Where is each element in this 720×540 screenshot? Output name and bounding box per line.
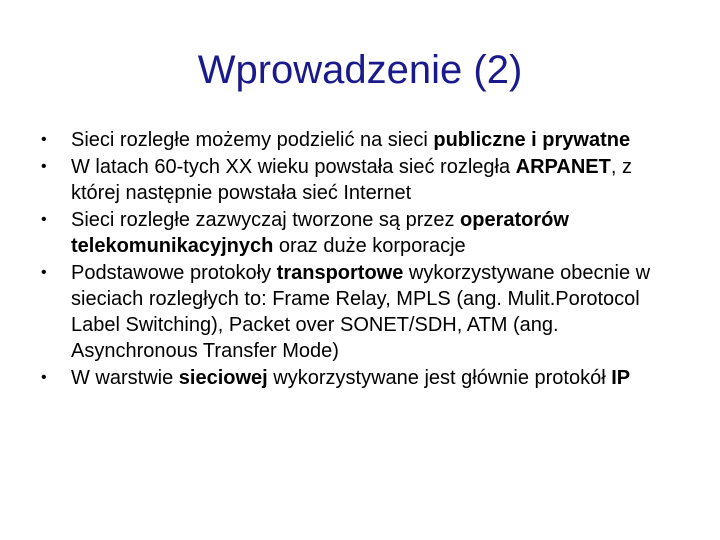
bullet-bold-text: transportowe [276, 262, 404, 284]
bullet-icon: • [41, 211, 47, 228]
bullet-text: Sieci rozległe zazwyczaj tworzone są przez [71, 209, 461, 231]
bullet-bold-text: IP [611, 367, 631, 389]
bullet-bold-text: ARPANET [515, 156, 611, 178]
bullet-icon: • [41, 131, 47, 148]
bullet-text: Podstawowe protokoły [71, 262, 277, 284]
slide-title: Wprowadzenie (2) [197, 48, 523, 92]
bullet-item [37, 365, 677, 391]
bullet-text: wykorzystywane obecnie w sieciach rozległych to: Frame Relay, MPLS (ang. Mulit.Porotocol Label Switching), Packet over SONET/SDH, ATM (ang. Asynchronous Transfer Mode) [71, 262, 651, 362]
bullet-text: oraz duże korporacje [273, 235, 466, 257]
bullet-item [37, 154, 677, 206]
bullet-list [37, 127, 677, 392]
bullet-bold-text: operatorów telekomunikacyjnych [71, 209, 569, 257]
bullet-text: W latach 60-tych XX wieku powstała sieć rozległa [71, 156, 516, 178]
bullet-item [37, 127, 677, 153]
bullet-text: W warstwie [71, 367, 179, 389]
bullet-icon: • [41, 369, 47, 386]
bullet-bold-text: publiczne i prywatne [433, 129, 631, 151]
bullet-item [37, 207, 677, 259]
bullet-icon: • [41, 264, 47, 281]
bullet-item [37, 260, 677, 364]
bullet-icon: • [41, 158, 47, 175]
bullet-text: Sieci rozległe możemy podzielić na sieci [71, 129, 434, 151]
bullet-text: , z której następnie powstała sieć Internet [71, 156, 632, 204]
bullet-bold-text: sieciowej [178, 367, 268, 389]
bullet-text: wykorzystywane jest głównie protokół [267, 367, 612, 389]
